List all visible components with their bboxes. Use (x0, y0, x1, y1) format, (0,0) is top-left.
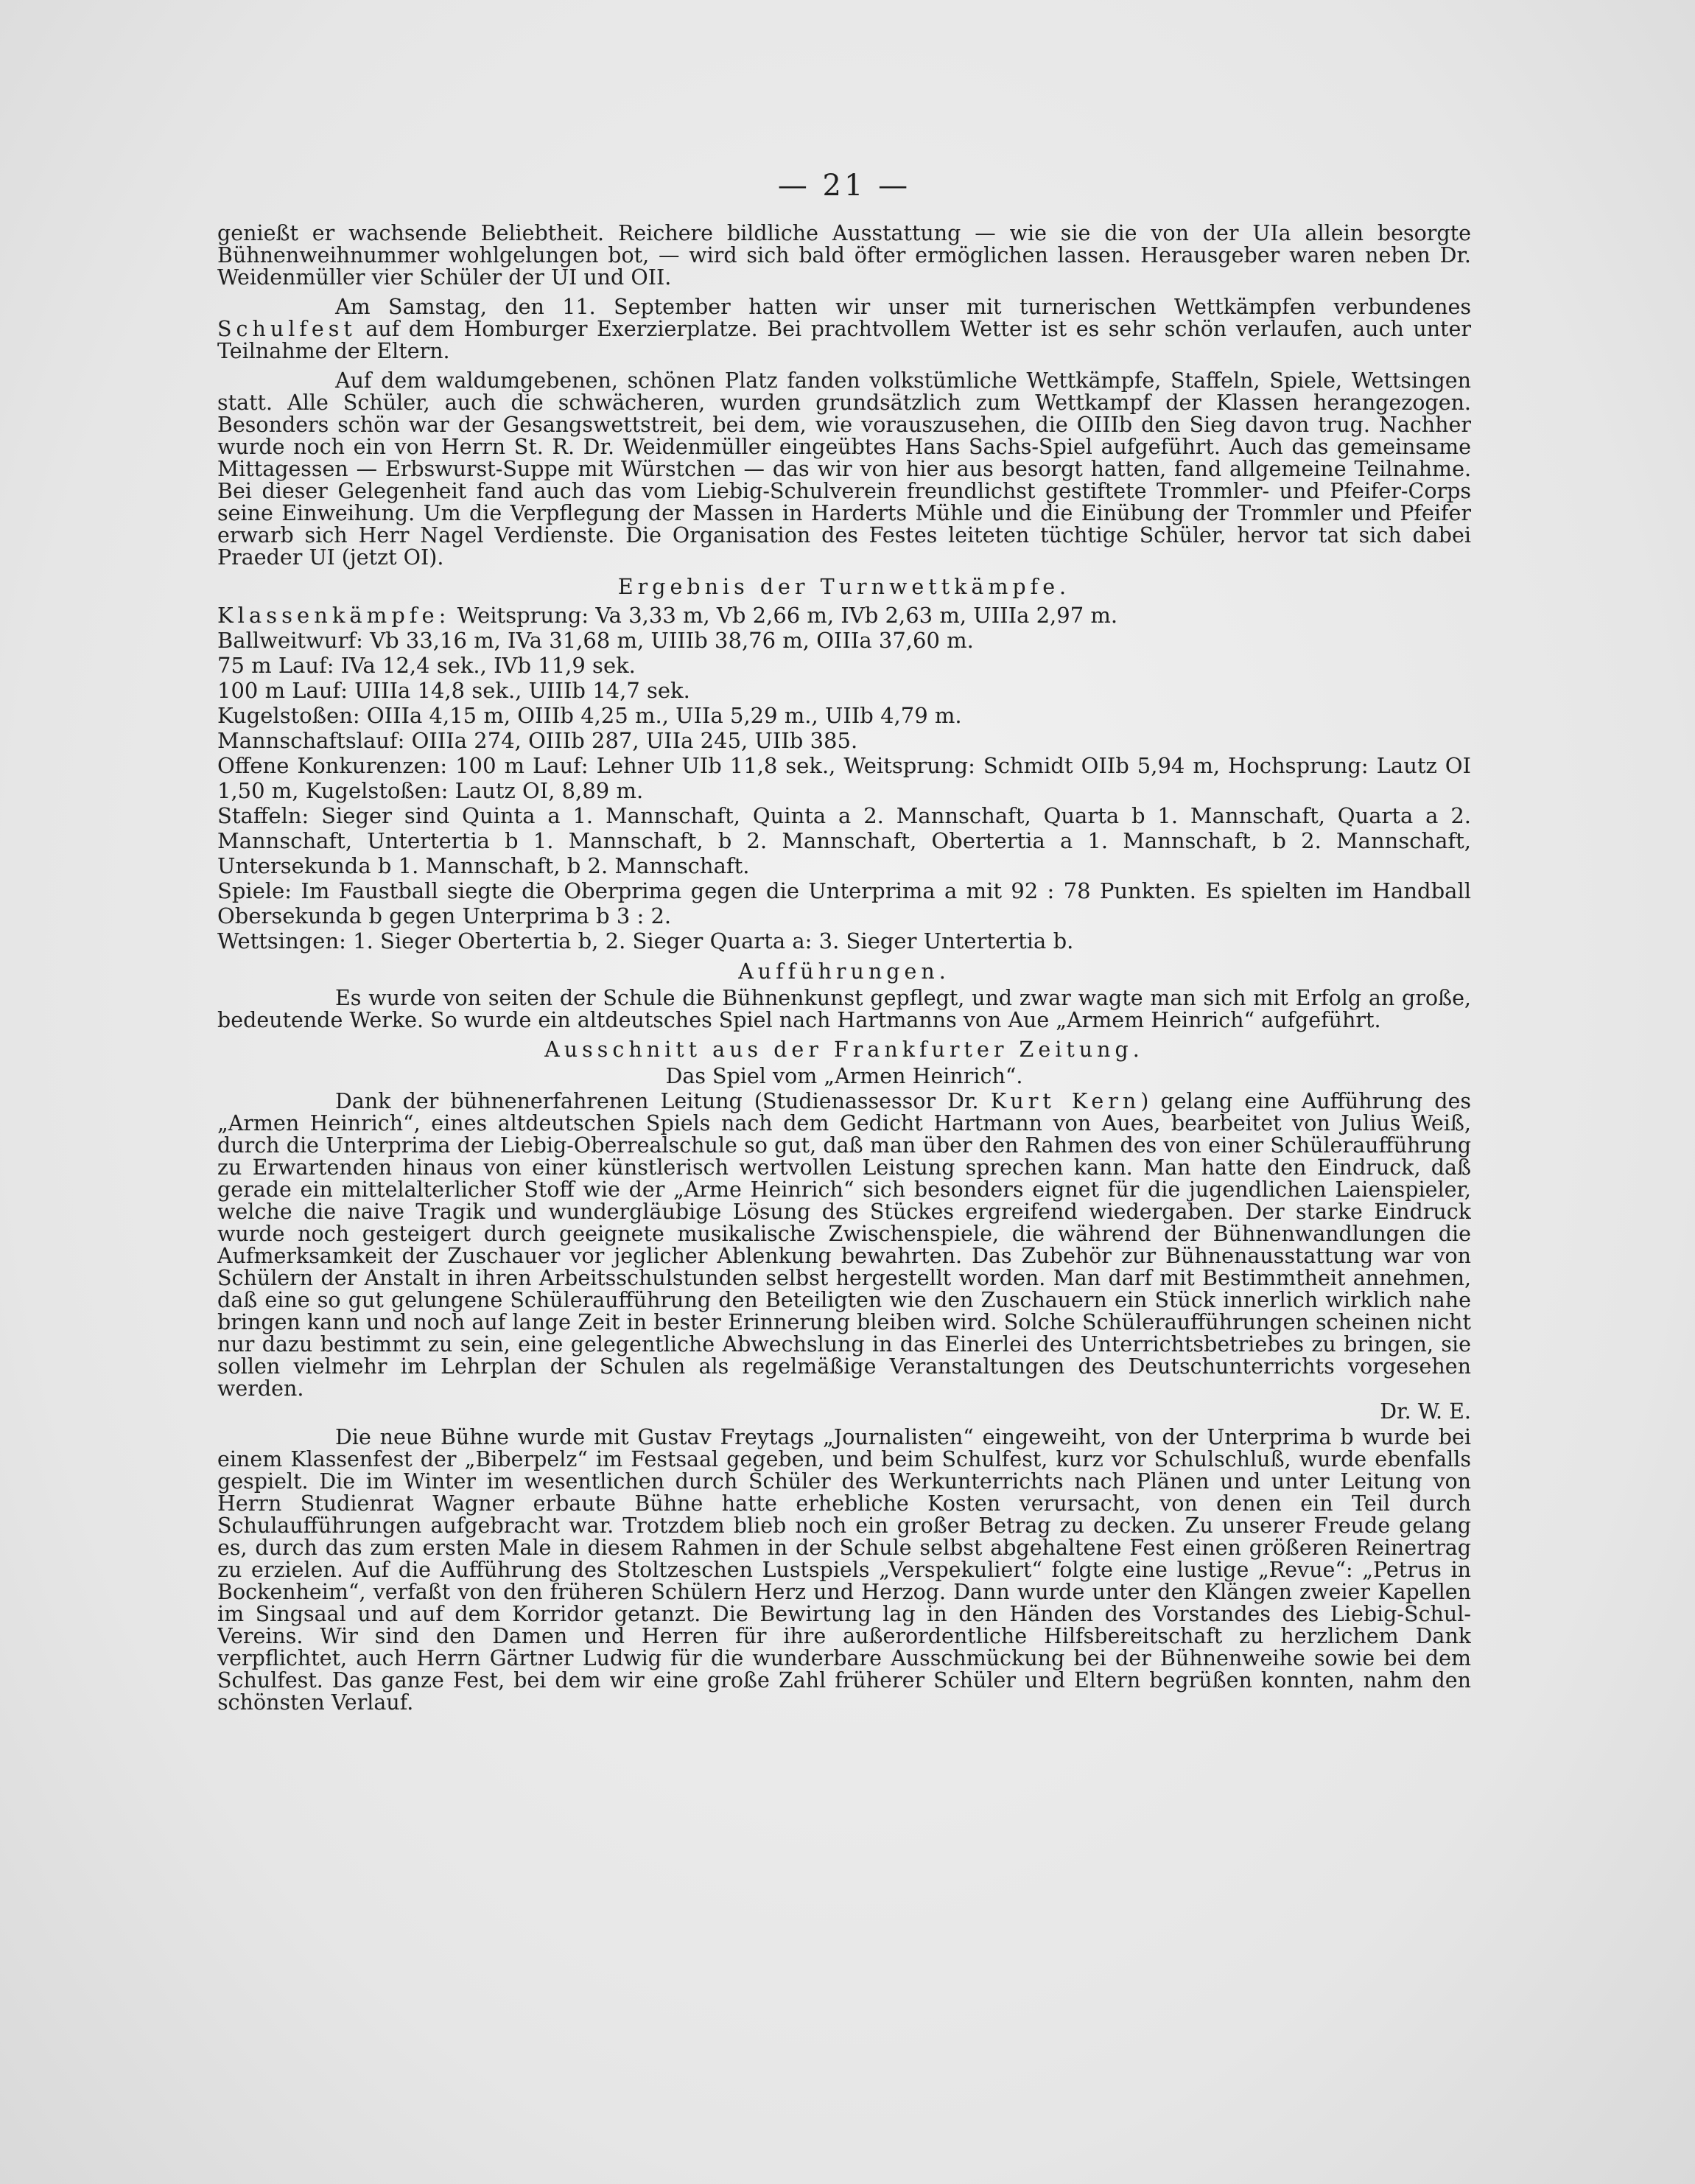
auffuehrungen-paragraph: Es wurde von seiten der Schule die Bühnenkunst gepflegt, und zwar wagte man sich mit Erfolg an große, bedeutende Werke. So wurde ein altdeutsches Spiel nach Hartmanns von Aue „Armem Heinrich“ aufgeführt. (217, 986, 1471, 1032)
schulfest-prefix: Am Samstag, den 11. September hatten wir unser mit turnerischen Wettkämpfen verbundenes (335, 295, 1471, 319)
page-number: — 21 — (777, 169, 911, 203)
schulfest-rest: auf dem Homburger Exerzierplatze. Bei prachtvollem Wetter ist es sehr schön verlaufen, auch unter Teilnahme der Eltern. (217, 317, 1471, 363)
schulfest-paragraph (217, 296, 1471, 363)
article-signature: Dr. W. E. (1380, 1399, 1471, 1424)
auffuehrungen-heading: Aufführungen. (738, 959, 950, 984)
result-ballweitwurf: Ballweitwurf: Vb 33,16 m, IVa 31,68 m, UIIIb 38,76 m, OIIIa 37,60 m. (217, 628, 974, 653)
klassenkaempfe-text: Weitsprung: Va 3,33 m, Vb 2,66 m, IVb 2,63 m, UIIIa 2,97 m. (457, 603, 1118, 628)
result-spiele: Spiele: Im Faustball siegte die Oberprima gegen die Unterprima a mit 92 : 78 Punkten. Es spielten im Handball Obersekunda b gegen Unterprima b 3 : 2. (217, 878, 1471, 928)
results-heading: Ergebnis der Turnwettkämpfe. (617, 575, 1071, 599)
result-mannschaftslauf: Mannschaftslauf: OIIIa 274, OIIIb 287, UIIa 245, UIIb 385. (217, 728, 858, 753)
result-lauf100: 100 m Lauf: UIIIa 14,8 sek., UIIIb 14,7 sek. (217, 678, 690, 703)
zeitung-heading: Ausschnitt aus der Frankfurter Zeitung. (544, 1037, 1144, 1062)
intro-paragraph: genießt er wachsende Beliebtheit. Reichere bildliche Ausstattung — wie sie die von der UIa allein besorgte Bühnenweihnummer wohlgelungen bot, — wird sich bald öfter ermöglichen lassen. Herausgeber waren neben Dr. Weidenmüller vier Schüler der UI und OII. (217, 221, 1471, 290)
wettkaempfe-paragraph: Auf dem waldumgebenen, schönen Platz fanden volkstümliche Wettkämpfe, Staffeln, Spiele, Wettsingen statt. Alle Schüler, auch die schwächeren, wurden grundsätzlich zum Wettkampf der Klassen herangezogen. Besonders schön war der Gesangswettstreit, bei dem, wie vorauszusehen, die OIIIb den Sieg davon trug. Nachher wurde noch ein von Herrn St. R. Dr. Weidenmüller eingeübtes Hans Sachs-Spiel aufgeführt. Auch das gemeinsame Mittagessen — Erbswurst-Suppe mit Würstchen — das wir von hier aus besorgt hatten, fand allgemeine Teilnahme. Bei dieser Gelegenheit fand auch das vom Liebig-Schulverein freundlichst gestiftete Trommler- und Pfeifer-Corps seine Einweihung. Um die Verpflegung der Massen in Harderts Mühle und die Einübung der Trommler und Pfeifer erwarb sich Herr Nagel Verdienste. Die Organisation des Festes leiteten tüchtige Schüler, hervor tat sich dabei Praeder UI (jetzt OI). (217, 368, 1471, 570)
article-rest: ) gelang eine Aufführung des „Armen Heinrich“, eines altdeutschen Spiels nach dem Gedicht Hartmann von Aues, bearbeitet von Julius Weiß, durch die Unterprima der Liebig-Oberrealschule so gut, daß man über den Rahmen des von einer Schüleraufführung zu Erwartenden hinaus von einer künstlerisch wertvollen Leistung sprechen kann. Man hatte den Eindruck, daß gerade ein mittelalterlicher Stoff wie der „Arme Heinrich“ sich besonders eignet für die jugendlichen Laienspieler, welche die naive Tragik und wundergläubige Lösung des Stückes ergreifend wiedergaben. Der starke Eindruck wurde noch gesteigert durch geeignete musikalische Zwischenspiele, die während der Bühnenwandlungen die Aufmerksamkeit der Zuschauer vor jeglicher Ablenkung bewahrten. Das Zubehör zur Bühnenausstattung war von Schülern der Anstalt in ihren Arbeitsschulstunden selbst hergestellt worden. Man darf mit Bestimmtheit annehmen, daß eine so gut gelungene Schüleraufführung den Beteiligten wie den Zuschauern ein Stück innerlich wirklich nahe bringen kann und noch auf lange Zeit in bester Erinnerung bleiben wird. Solche Schüleraufführungen scheinen nicht nur dazu bestimmt zu sein, eine gelegentliche Abwechslung in das Einerlei des Unterrichtsbetriebes zu bringen, sie sollen vielmehr im Lehrplan der Schulen als regelmäßige Veranstaltungen des Deutschunterrichts vorgesehen werden. (217, 1089, 1471, 1401)
result-offene-konkurenzen: Offene Konkurenzen: 100 m Lauf: Lehner UIb 11,8 sek., Weitsprung: Schmidt OIIb 5,94 m, Hochsprung: Lautz OI 1,50 m, Kugelstoßen: Lautz OI, 8,89 m. (217, 753, 1471, 803)
document-page (217, 168, 1471, 2084)
article-prefix: Dank der bühnenerfahrenen Leitung (Studienassessor Dr. (335, 1089, 979, 1113)
schulfest-term: Schulfest (217, 317, 357, 341)
zeitung-subheading: Das Spiel vom „Armen Heinrich“. (665, 1064, 1023, 1088)
result-kugelstossen: Kugelstoßen: OIIIa 4,15 m, OIIIb 4,25 m., UIIa 5,29 m., UIIb 4,79 m. (217, 703, 962, 728)
result-lauf75: 75 m Lauf: IVa 12,4 sek., IVb 11,9 sek. (217, 653, 636, 678)
klassenkaempfe-label: Klassenkämpfe: (217, 603, 451, 628)
zeitung-article (217, 1091, 1471, 1400)
result-wettsingen: Wettsingen: 1. Sieger Obertertia b, 2. Sieger Quarta a: 3. Sieger Untertertia b. (217, 928, 1074, 953)
results-list (217, 603, 1471, 953)
result-staffeln: Staffeln: Sieger sind Quinta a 1. Mannschaft, Quinta a 2. Mannschaft, Quarta b 1. Mannschaft, Quarta a 2. Mannschaft, Untertertia b 1. Mannschaft, b 2. Mannschaft, Obertertia a 1. Mannschaft, b 2. Mannschaft, Untersekunda b 1. Mannschaft, b 2. Mannschaft. (217, 803, 1471, 878)
final-paragraph: Die neue Bühne wurde mit Gustav Freytags „Journalisten“ eingeweiht, von der Unterprima b wurde bei einem Klassenfest der „Biberpelz“ im Festsaal gegeben, und beim Schulfest, kurz vor Schulschluß, wurde ebenfalls gespielt. Die im Winter im wesentlichen durch Schüler des Werkunterrichts nach Plänen und unter Leitung von Herrn Studienrat Wagner erbaute Bühne hatte erhebliche Kosten verursacht, von denen ein Teil durch Schulaufführungen aufgebracht war. Trotzdem blieb noch ein großer Betrag zu decken. Zu unserer Freude gelang es, durch das zum ersten Male in diesem Rahmen in der Schule selbst abgehaltene Fest einen größeren Reinertrag zu erzielen. Auf die Aufführung des Stoltzeschen Lustspiels „Verspekuliert“ folgte eine lustige „Revue“: „Petrus in Bockenheim“, verfaßt von den früheren Schülern Herz und Herzog. Dann wurde unter den Klängen zweier Kapellen im Singsaal und auf dem Korridor getanzt. Die Bewirtung lag in den Händen des Vorstandes des Liebig-Schul-Vereins. Wir sind den Damen und Herren für ihre außerordentliche Hilfsbereitschaft zu herzlichem Dank verpflichtet, auch Herrn Gärtner Ludwig für die wunderbare Ausschmückung bei der Bühnenweihe sowie bei dem Schulfest. Das ganze Fest, bei dem wir eine große Zahl früherer Schüler und Eltern begrüßen konnten, nahm den schönsten Verlauf. (217, 1425, 1471, 1715)
result-klassenkaempfe (217, 603, 1471, 628)
article-author-name: Kurt Kern (990, 1089, 1141, 1113)
